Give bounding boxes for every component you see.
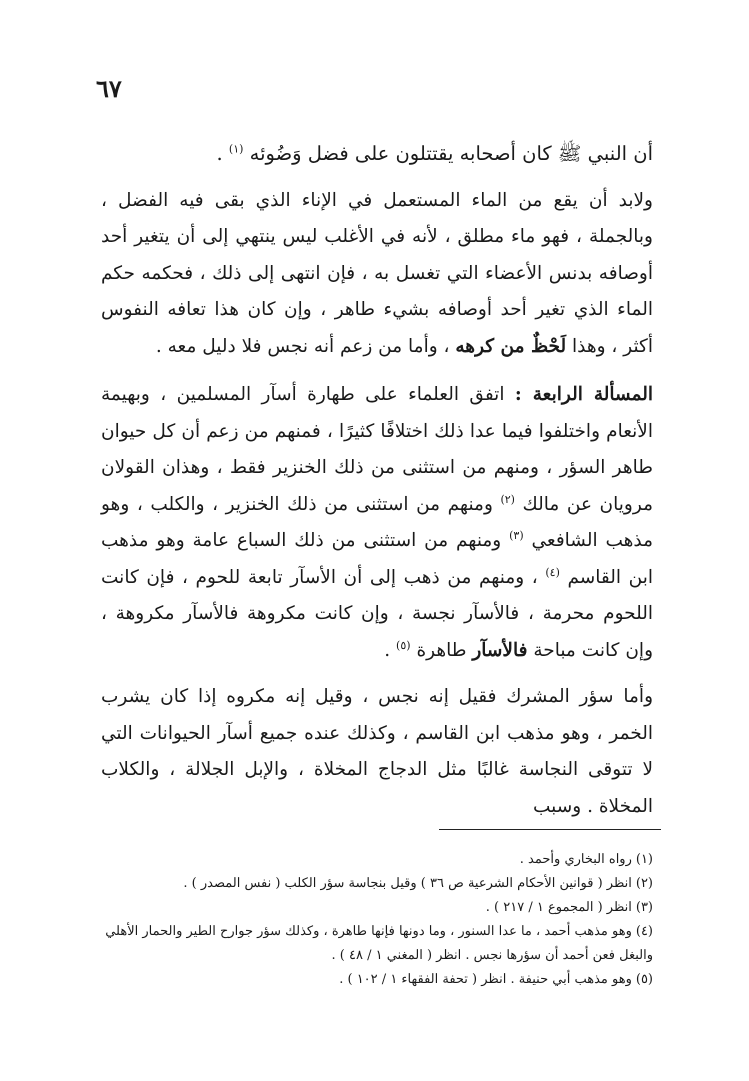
paragraph-3-bold: فالأسآر [472,639,528,661]
footnote-ref-4: (٤) [545,565,560,579]
paragraph-2-text: ولابد أن يقع من الماء المستعمل في الإناء الذي بقى فيه الفضل ، وبالجملة ، فهو ماء مطلق ، لأنه في الأغلب ليس ينتهي إلى أن يتغير أحد أوصافه بدنس الأعضاء التي تغسل به ، فإن انتهى إلى ذلك ، فحكمه حكم الماء الذي تغير أحد أوصافه بشيء طاهر ، وإن كان هذا تعافه النفوس أكثر ، وهذا [101,189,653,357]
footnote-number: (٢) [635,876,653,891]
paragraph-3-end: . [384,639,397,661]
footnote-4 [97,920,653,968]
footnote-number: (٥) [635,972,653,987]
footnote-5 [97,968,653,992]
footnote-text: انظر ( المجموع ١ / ٢١٧ ) . [485,900,632,915]
footnote-3 [97,896,653,920]
footnote-ref-1: (١) [228,142,244,156]
paragraph-3-part-e: طاهرة [410,639,473,661]
footnote-text: وهو مذهب أبي حنيفة . انظر ( تحفة الفقهاء ١ / ١٠٢ ) . [339,972,632,987]
footnote-ref-2: (٢) [500,492,515,506]
main-text [101,136,653,825]
footnote-1 [97,848,653,872]
footnote-text: وهو مذهب أحمد ، ما عدا السنور ، وما دونها فإنها طاهرة ، وكذلك سؤر جوارح الطير والحمار الأهلي والبغل فعن أحمد أن سؤرها نجس . انظر ( المغني ١ / ٤٨ ) . [105,924,653,963]
paragraph-2-bold: لَحْظٌ من كرهه [455,335,567,357]
paragraph-2 [101,183,653,366]
footnote-number: (١) [635,852,653,867]
footnote-text: انظر ( قوانين الأحكام الشرعية ص ٣٦ ) وقيل بنجاسة سؤر الكلب ( نفس المصدر ) . [183,876,632,891]
paragraph-3-part-a: اتفق العلماء على طهارة أسآر المسلمين ، وبهيمة الأنعام واختلفوا فيما عدا ذلك اختلافًا كثيرًا ، فمنهم من زعم أن كل حيوان طاهر السؤر ، ومنهم من استثنى من ذلك الخنزير فقط ، وهذان القولان مرويان عن مالك [101,384,653,515]
page-number: ٦٧ [96,74,122,103]
paragraph-1-text: أن النبي ﷺ كان أصحابه يقتتلون على فضل وَضُوئه [249,142,653,165]
footnote-2 [97,872,653,896]
footnote-text: رواه البخاري وأحمد . [519,852,632,867]
footnote-divider [439,829,661,830]
paragraph-1 [101,136,653,173]
paragraph-3-part-c: ومنهم من استثنى من ذلك السباع عامة وهو مذهب ابن القاسم [101,530,653,588]
paragraph-3 [101,377,653,669]
paragraph-1-end: . [216,142,229,165]
footnote-ref-5: (٥) [396,638,411,652]
footnotes [97,848,653,992]
section-heading: المسألة الرابعة : [514,384,653,405]
paragraph-3-part-d: ، ومنهم من ذهب إلى أن الأسآر تابعة للحوم ، فإن كانت اللحوم محرمة ، فالأسآر نجسة ، وإن كانت مكروهة فالأسآر مكروهة ، وإن كانت مباحة [101,566,653,661]
paragraph-4: وأما سؤر المشرك فقيل إنه نجس ، وقيل إنه مكروه إذا كان يشرب الخمر ، وهو مذهب ابن القاسم ، وكذلك عنده جميع أسآر الحيوانات التي لا تتوقى النجاسة غالبًا مثل الدجاج المخلاة ، والإبل الجلالة ، والكلاب المخلاة . وسبب [101,686,653,817]
footnote-number: (٤) [635,924,653,939]
paragraph-3-part-b: ومنهم من استثنى من ذلك الخنزير ، والكلب ، وهو مذهب الشافعي [101,493,653,551]
footnote-ref-3: (٣) [509,528,524,542]
paragraph-2-end: ، وأما من زعم أنه نجس فلا دليل معه . [155,335,456,357]
footnote-number: (٣) [635,900,653,915]
